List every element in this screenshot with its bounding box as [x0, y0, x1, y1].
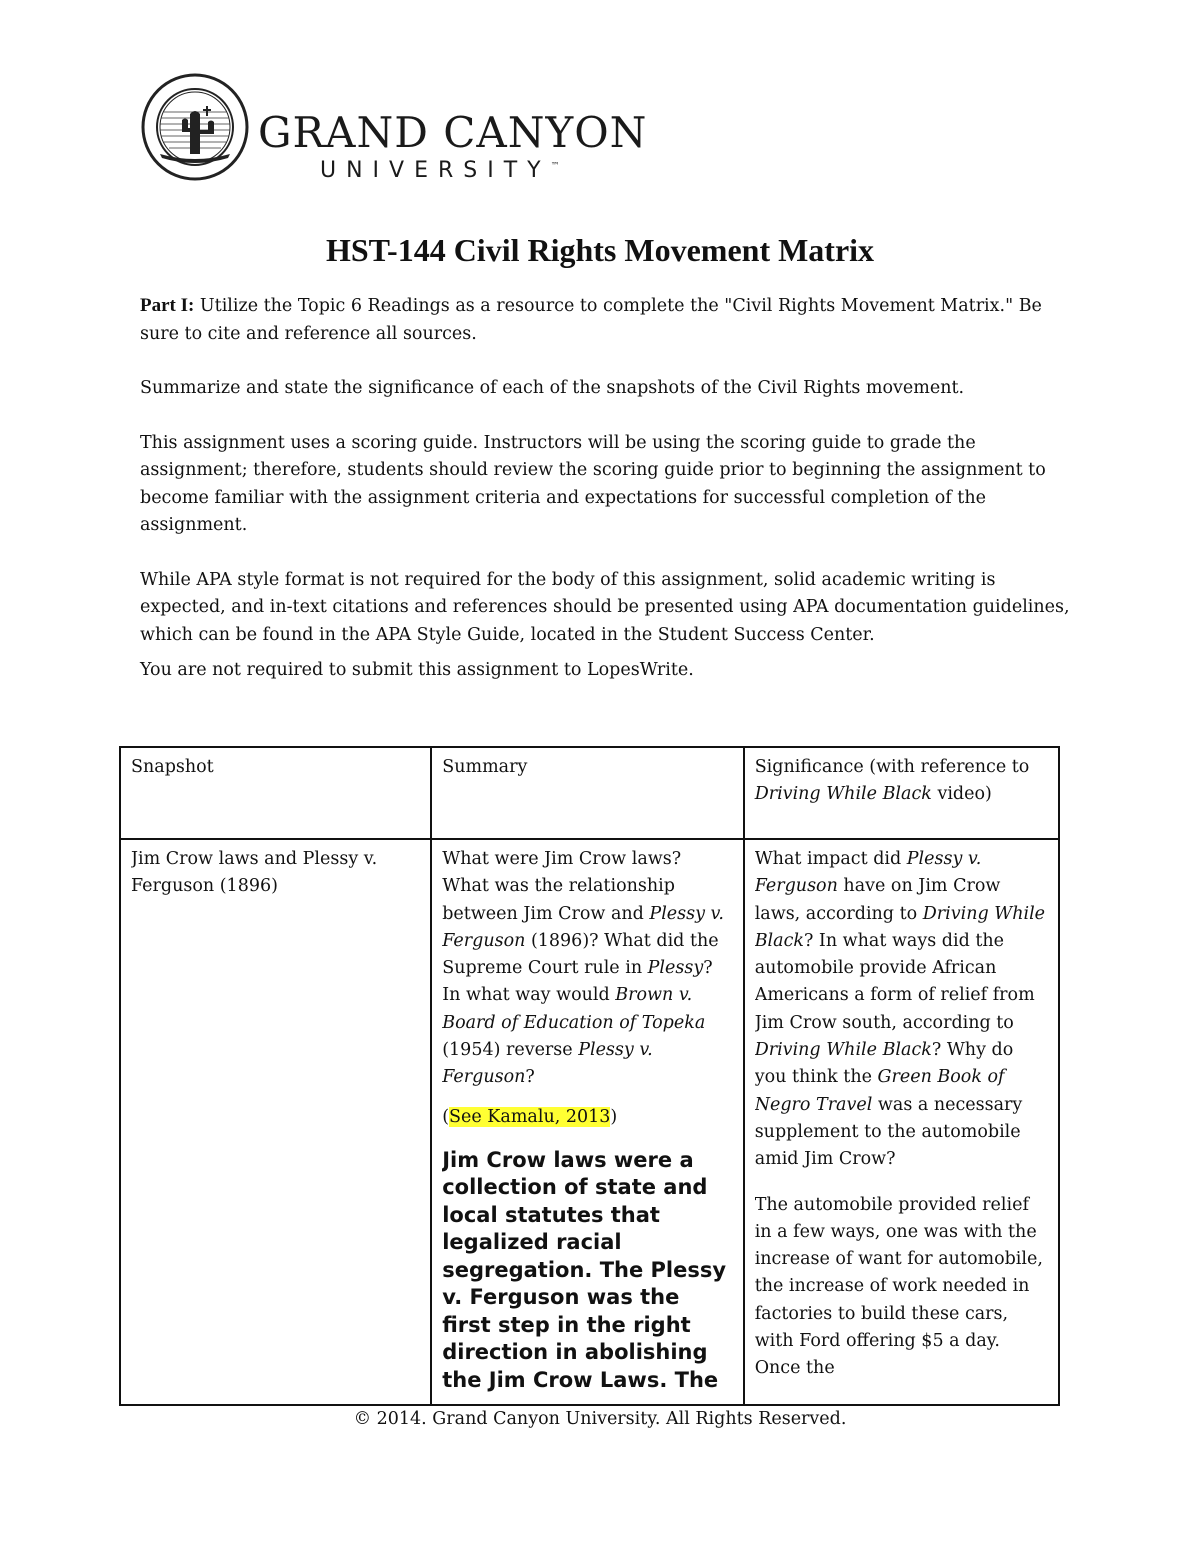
summary-instruction: Summarize and state the significance of each of the snapshots of the Civil Rights movement.: [140, 378, 965, 398]
page-title: HST-144 Civil Rights Movement Matrix: [325, 232, 875, 268]
lopeswrite-paragraph: You are not required to submit this assignment to LopesWrite.: [140, 660, 694, 680]
significance-cell: [744, 839, 1059, 1405]
instructions: [140, 292, 1070, 712]
summary-prompt: What were Jim Crow laws? What was the relationship between Jim Crow and Plessy v. Ferguson (1896)? What did the Supreme Court rule in Plessy? In what way would Brown v. Board of Education of Topeka (1954) reverse Plessy v. Ferguson?: [442, 849, 724, 1088]
header-significance: Significance (with reference to Driving While Black video): [744, 747, 1059, 839]
logo-wordmark: GRAND CANYON: [258, 108, 648, 157]
part-label: Part I:: [140, 295, 195, 316]
apa-paragraph: While APA style format is not required for the body of this assignment, solid academic writing is expected, and in-text citations and references should be presented using APA documentation guidelines, which can be found in the APA Style Guide, located in the Student Success Center.: [140, 569, 1070, 645]
table-row: [120, 839, 1059, 1405]
part-text: Utilize the Topic 6 Readings as a resource to complete the "Civil Rights Movement Matrix." Be sure to cite and reference all sources.: [140, 296, 1042, 344]
scoring-guide-paragraph: This assignment uses a scoring guide. Instructors will be using the scoring guide to grade the assignment; therefore, students should review the scoring guide prior to beginning the assignment to become familiar with the assignment criteria and expectations for successful completion of the assignment.: [140, 432, 1046, 535]
part-one-paragraph: [140, 292, 1070, 348]
university-seal-icon: [140, 72, 250, 182]
significance-answer: The automobile provided relief in a few ways, one was with the increase of want for automobile, the increase of work needed in factories to build these cars, with Ford offering $5 a day. Once the: [754, 1194, 1043, 1379]
header-snapshot: Snapshot: [120, 747, 431, 839]
significance-prompt: What impact did Plessy v. Ferguson have on Jim Crow laws, according to Driving While Black? In what ways did the automobile provide African Americans a form of relief from Jim Crow south, according to Driving While Black? Why do you think the Green Book of Negro Travel was a necessary supplement to the automobile amid Jim Crow?: [754, 849, 1046, 1170]
copyright-footer: © 2014. Grand Canyon University. All Rights Reserved.: [353, 1409, 847, 1429]
university-logo: [140, 72, 648, 192]
summary-cell: [431, 839, 743, 1405]
snapshot-cell: Jim Crow laws and Plessy v. Ferguson (1896): [120, 839, 431, 1405]
header-summary: Summary: [431, 747, 743, 839]
citation: (See Kamalu, 2013): [442, 1106, 618, 1127]
table-header-row: [120, 747, 1059, 839]
summary-answer: Jim Crow laws were a collection of state and local statutes that legalized racial segregation. The Plessy v. Ferguson was the first step in the right direction in abolishing the Jim Crow Laws. The: [442, 1147, 727, 1392]
highlighted-citation: See Kamalu, 2013: [449, 1106, 611, 1127]
logo-subtitle: UNIVERSITY™: [320, 158, 560, 183]
civil-rights-matrix-table: [119, 746, 1060, 1406]
